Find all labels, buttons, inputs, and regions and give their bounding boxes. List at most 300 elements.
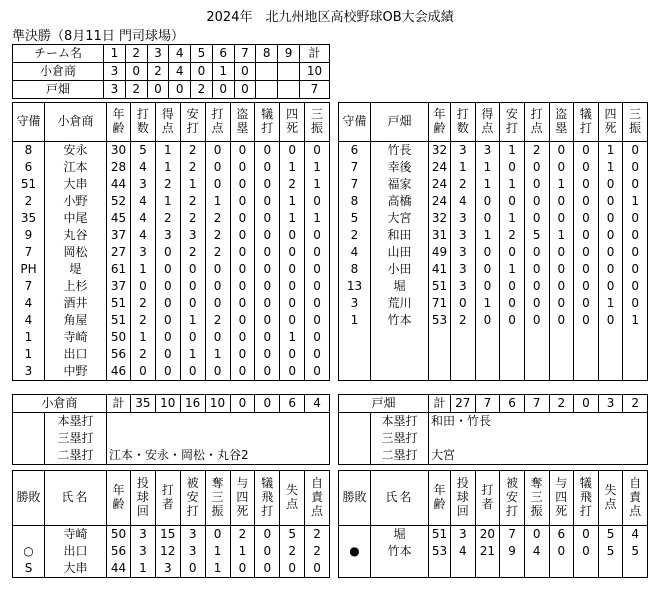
pitching-header-cell: 打者 [155, 471, 180, 526]
batter-stat: 0 [475, 312, 500, 329]
right-batting-table [338, 141, 648, 381]
pitcher-stat: 2 [230, 526, 255, 544]
batter-stat: 0 [280, 346, 305, 363]
batter-row [339, 363, 648, 381]
batter-stat: 0 [205, 159, 230, 176]
batter-stat: 0 [524, 193, 549, 210]
batter-stat: 30 [107, 142, 131, 160]
batter-row [339, 329, 648, 346]
batter-row [339, 312, 648, 329]
batter-name: 荒川 [371, 295, 429, 312]
batter-stat: 2 [131, 346, 156, 363]
batter-stat: 0 [205, 142, 230, 160]
pitcher-stat: 4 [623, 526, 648, 544]
batter-stat: 0 [549, 261, 574, 278]
batter-stat: 0 [255, 142, 280, 160]
batter-stat: 0 [305, 244, 330, 261]
pitcher-stat: 2 [280, 543, 305, 560]
batter-name [371, 346, 429, 363]
batter-stat: 0 [180, 295, 205, 312]
batter-stat: 1 [13, 329, 45, 346]
batting-header-cell: 年齢 [429, 103, 451, 142]
pitcher-stat: 0 [180, 560, 205, 578]
batter-row [339, 244, 648, 261]
batter-stat: 1 [500, 142, 525, 160]
pitcher-name: 竹本 [371, 543, 429, 560]
line-score-cell: 0 [147, 81, 169, 99]
batter-stat: 0 [623, 176, 648, 193]
total-cell: 3 [598, 395, 623, 413]
batter-stat: 1 [475, 227, 500, 244]
line-score-header-cell: 4 [169, 45, 191, 63]
pitcher-name: 大串 [45, 560, 107, 578]
batter-stat: 0 [255, 363, 280, 381]
batter-name [371, 363, 429, 381]
batter-name: 幸後 [371, 159, 429, 176]
left-extra-base-hits [12, 412, 330, 465]
batter-stat: 0 [255, 210, 280, 227]
pitcher-stat [500, 560, 525, 578]
batter-stat: 1 [13, 346, 45, 363]
batter-stat: 0 [280, 244, 305, 261]
batter-stat: 0 [574, 295, 599, 312]
batter-stat: 56 [107, 346, 131, 363]
batter-stat: 3 [131, 244, 156, 261]
game-subtitle: 準決勝（8月11日 門司球場） [12, 29, 184, 44]
batter-stat [475, 363, 500, 381]
batter-stat: 0 [230, 363, 255, 381]
batter-stat: 0 [280, 261, 305, 278]
batter-stat: 52 [107, 193, 131, 210]
line-score-cell [256, 63, 278, 81]
batter-stat: 0 [500, 244, 525, 261]
batter-stat: 1 [280, 159, 305, 176]
line-score-header-cell: 9 [278, 45, 300, 63]
pitcher-stat: 15 [155, 526, 180, 544]
extra-base-players [107, 430, 330, 447]
batter-stat: 13 [339, 278, 371, 295]
batter-stat: 0 [155, 363, 180, 381]
batter-stat: 37 [107, 227, 131, 244]
batter-stat: 0 [255, 227, 280, 244]
pitcher-stat: 0 [255, 560, 280, 578]
batter-stat: 24 [429, 159, 451, 176]
pitcher-stat: 7 [500, 526, 525, 544]
batter-stat: 3 [451, 261, 476, 278]
pitcher-result [339, 560, 371, 578]
line-score-cell: 2 [147, 63, 169, 81]
batter-stat [524, 329, 549, 346]
batter-name: 丸谷 [45, 227, 107, 244]
batter-stat: 3 [451, 278, 476, 295]
batter-stat [574, 346, 599, 363]
team-name: 小倉商 [45, 103, 107, 142]
pitcher-stat: 0 [280, 560, 305, 578]
pitcher-name: 寺崎 [45, 526, 107, 544]
batter-stat: 8 [13, 142, 45, 160]
batter-stat: 0 [305, 346, 330, 363]
batter-row [339, 227, 648, 244]
batter-stat: 1 [451, 159, 476, 176]
batter-stat: 0 [598, 261, 623, 278]
extra-base-players [107, 413, 330, 431]
batter-row [13, 329, 330, 346]
batter-stat: 1 [549, 176, 574, 193]
batter-stat: 0 [623, 295, 648, 312]
line-score-cell: 4 [169, 63, 191, 81]
batting-header-cell: 得点 [475, 103, 500, 142]
batting-header-cell: 打数 [451, 103, 476, 142]
pitcher-stat: 5 [598, 526, 623, 544]
batting-header-cell: 打点 [205, 103, 230, 142]
line-score-cell: 0 [169, 81, 191, 99]
batter-stat: 0 [305, 278, 330, 295]
batter-stat: 0 [623, 210, 648, 227]
line-score-team-row [13, 63, 330, 81]
spacer [13, 413, 45, 431]
pitcher-stat: 0 [305, 560, 330, 578]
batter-stat: 0 [475, 193, 500, 210]
total-cell: 7 [524, 395, 549, 413]
batter-stat: 0 [623, 227, 648, 244]
batter-stat: 0 [549, 244, 574, 261]
right-extra-base-hits [338, 412, 648, 465]
batter-row [13, 363, 330, 381]
batter-name: 江本 [45, 159, 107, 176]
batter-stat: 0 [155, 346, 180, 363]
pitcher-name: 堀 [371, 526, 429, 544]
pitching-header-cell: 犠飛打 [255, 471, 280, 526]
batter-stat: 2 [180, 210, 205, 227]
batter-row [339, 193, 648, 210]
pitcher-stat: 21 [475, 543, 500, 560]
line-score-team-name: 戸畑 [13, 81, 104, 99]
batter-stat [429, 329, 451, 346]
pitcher-stat [524, 560, 549, 578]
batter-stat: 2 [339, 227, 371, 244]
total-cell: 計 [107, 395, 131, 413]
batter-stat: 5 [339, 210, 371, 227]
batter-stat: 1 [280, 210, 305, 227]
batter-stat: 0 [475, 244, 500, 261]
batter-stat: 0 [280, 363, 305, 381]
batter-stat: 0 [549, 210, 574, 227]
pitching-header-cell: 投球回 [131, 471, 156, 526]
pitcher-stat: 50 [107, 526, 131, 544]
batter-stat: 0 [180, 261, 205, 278]
line-score-cell: 0 [234, 81, 256, 99]
batting-header-cell: 四死 [280, 103, 305, 142]
batter-name: 小野 [45, 193, 107, 210]
batter-stat: 0 [230, 295, 255, 312]
batter-stat: 2 [500, 227, 525, 244]
pitcher-stat [451, 560, 476, 578]
batter-stat [524, 363, 549, 381]
pitcher-stat: 3 [180, 526, 205, 544]
batter-stat [451, 346, 476, 363]
batter-stat: 45 [107, 210, 131, 227]
batter-stat: 0 [255, 278, 280, 295]
batting-header-cell: 安打 [180, 103, 205, 142]
batter-stat: 0 [131, 278, 156, 295]
batter-name: 角屋 [45, 312, 107, 329]
batter-stat: 0 [598, 244, 623, 261]
batter-stat: 0 [475, 261, 500, 278]
pitcher-stat: 1 [131, 560, 156, 578]
extra-base-label: 本塁打 [371, 413, 429, 431]
line-score-header-cell: 5 [191, 45, 213, 63]
line-score-header-cell: 3 [147, 45, 169, 63]
total-cell: 10 [155, 395, 180, 413]
pitcher-stat [623, 560, 648, 578]
pitcher-stat: 20 [475, 526, 500, 544]
batting-header-cell: 犠打 [574, 103, 599, 142]
pitcher-stat: 0 [255, 543, 280, 560]
batter-stat: 51 [429, 278, 451, 295]
line-score-cell: 3 [104, 63, 126, 81]
batter-stat: 0 [305, 329, 330, 346]
batter-stat: 51 [13, 176, 45, 193]
batter-stat: 0 [205, 329, 230, 346]
batter-stat: 1 [280, 329, 305, 346]
pitching-header-cell: 勝敗 [13, 471, 45, 526]
batter-stat [598, 346, 623, 363]
batter-name: 堀 [371, 278, 429, 295]
batter-stat: 0 [574, 193, 599, 210]
line-score-table [12, 44, 330, 99]
pitcher-name [371, 560, 429, 578]
batter-stat: 71 [429, 295, 451, 312]
batter-row [339, 159, 648, 176]
batter-stat: 1 [475, 159, 500, 176]
batter-stat: 3 [451, 227, 476, 244]
extra-base-players: 江本・安永・岡松・丸谷2 [107, 447, 330, 465]
batter-stat: 24 [429, 176, 451, 193]
batter-stat: 50 [107, 329, 131, 346]
batter-stat: 4 [13, 312, 45, 329]
batter-stat: 1 [500, 176, 525, 193]
pitching-header-cell: 氏名 [371, 471, 429, 526]
batter-stat: 0 [230, 278, 255, 295]
batter-stat: 3 [155, 227, 180, 244]
batter-stat: 5 [131, 142, 156, 160]
batter-stat: 0 [180, 329, 205, 346]
right-pitching-header [338, 470, 648, 526]
batter-stat: 0 [623, 159, 648, 176]
batter-name: 大串 [45, 176, 107, 193]
batter-stat: PH [13, 261, 45, 278]
line-score-cell: 0 [234, 63, 256, 81]
batter-stat: 24 [429, 193, 451, 210]
pitcher-stat: 0 [230, 560, 255, 578]
batter-stat: 5 [524, 227, 549, 244]
line-score-cell: 7 [300, 81, 330, 99]
batter-name: 福家 [371, 176, 429, 193]
total-cell: 0 [255, 395, 280, 413]
pitching-header-cell: 勝敗 [339, 471, 371, 526]
batter-stat: 0 [574, 278, 599, 295]
extra-base-label: 二塁打 [371, 447, 429, 465]
batter-stat: 0 [155, 244, 180, 261]
batter-stat: 0 [230, 193, 255, 210]
pitcher-row [339, 543, 648, 560]
pitcher-result: ○ [13, 543, 45, 560]
total-cell: 35 [131, 395, 156, 413]
pitcher-stat: 5 [280, 526, 305, 544]
pitching-header-cell: 被安打 [180, 471, 205, 526]
pitcher-stat: 9 [500, 543, 525, 560]
batter-stat: 53 [429, 312, 451, 329]
line-score-header-cell: チーム名 [13, 45, 104, 63]
pitching-header-cell: 与四死 [230, 471, 255, 526]
spacer [339, 413, 371, 431]
batter-stat [623, 363, 648, 381]
batter-stat: 1 [155, 142, 180, 160]
batter-stat: 0 [255, 261, 280, 278]
batter-stat: 0 [598, 176, 623, 193]
extra-base-row [13, 430, 330, 447]
batter-stat: 1 [305, 210, 330, 227]
batting-header-cell: 安打 [500, 103, 525, 142]
batter-stat [451, 329, 476, 346]
batter-stat [339, 329, 371, 346]
spacer [13, 430, 45, 447]
batter-stat: 2 [524, 142, 549, 160]
pitcher-name: 出口 [45, 543, 107, 560]
batter-stat [623, 329, 648, 346]
pitcher-stat: 3 [180, 543, 205, 560]
extra-base-row [13, 413, 330, 431]
total-cell: 0 [230, 395, 255, 413]
batter-stat: 1 [339, 312, 371, 329]
batter-stat [429, 363, 451, 381]
pitcher-stat: 2 [305, 526, 330, 544]
pitcher-row [339, 560, 648, 578]
total-cell: 計 [429, 395, 451, 413]
batter-row [13, 142, 330, 160]
pitcher-row [13, 560, 330, 578]
line-score-header [13, 45, 330, 63]
batting-header-cell: 盗塁 [549, 103, 574, 142]
batter-stat: 0 [230, 159, 255, 176]
pitcher-stat: 3 [155, 560, 180, 578]
pitcher-stat: 0 [574, 526, 599, 544]
batter-row [13, 176, 330, 193]
pitcher-stat: 6 [549, 526, 574, 544]
batter-stat: 3 [451, 142, 476, 160]
batter-stat: 0 [574, 210, 599, 227]
line-score-header-cell: 2 [125, 45, 147, 63]
line-score-cell [256, 81, 278, 99]
pitcher-stat: 3 [451, 526, 476, 544]
left-pitching-header [12, 470, 330, 526]
pitcher-row [339, 526, 648, 544]
pitching-header-cell: 失点 [280, 471, 305, 526]
batter-stat: 0 [155, 261, 180, 278]
batter-stat: 0 [155, 329, 180, 346]
pitcher-stat: 1 [230, 543, 255, 560]
left-totals-row [12, 394, 330, 413]
extra-base-players: 和田・竹長 [429, 413, 648, 431]
batter-stat: 0 [451, 295, 476, 312]
batter-stat: 0 [280, 278, 305, 295]
batter-stat: 2 [451, 312, 476, 329]
pitcher-result: ● [339, 543, 371, 560]
batter-stat: 1 [180, 346, 205, 363]
batter-stat: 0 [623, 244, 648, 261]
batter-stat: 1 [598, 159, 623, 176]
batter-stat: 0 [255, 312, 280, 329]
batter-stat: 2 [205, 244, 230, 261]
batter-stat: 27 [107, 244, 131, 261]
left-pitching-table [12, 525, 330, 578]
batter-stat: 0 [524, 244, 549, 261]
batter-stat: 0 [524, 210, 549, 227]
batter-stat: 0 [549, 295, 574, 312]
batter-stat: 0 [180, 363, 205, 381]
batter-stat: 3 [180, 227, 205, 244]
batter-stat: 0 [598, 227, 623, 244]
batter-stat: 0 [549, 278, 574, 295]
line-score-cell: 0 [212, 81, 234, 99]
batter-stat: 2 [280, 176, 305, 193]
pitching-header-cell: 年齢 [107, 471, 131, 526]
batter-stat: 46 [107, 363, 131, 381]
batter-stat: 0 [205, 176, 230, 193]
batter-stat: 0 [574, 142, 599, 160]
batter-stat [339, 363, 371, 381]
batter-stat: 0 [598, 210, 623, 227]
batter-stat: 32 [429, 210, 451, 227]
extra-base-label: 二塁打 [45, 447, 107, 465]
pitching-header-cell: 与四死 [549, 471, 574, 526]
batter-stat: 1 [305, 159, 330, 176]
batter-stat [475, 329, 500, 346]
batter-stat: 2 [205, 227, 230, 244]
batter-stat: 0 [305, 227, 330, 244]
total-cell: 10 [205, 395, 230, 413]
batter-stat: 0 [549, 159, 574, 176]
batter-name: 高橋 [371, 193, 429, 210]
batter-stat [339, 346, 371, 363]
batter-stat: 0 [524, 261, 549, 278]
batter-stat: 32 [429, 142, 451, 160]
team-name: 戸畑 [371, 103, 429, 142]
extra-base-label: 本塁打 [45, 413, 107, 431]
batting-header-cell: 三振 [623, 103, 648, 142]
pitcher-stat: 3 [131, 526, 156, 544]
batter-stat: 0 [230, 346, 255, 363]
batter-stat: 3 [451, 244, 476, 261]
batter-row [13, 210, 330, 227]
batter-name: 山田 [371, 244, 429, 261]
batter-name [371, 329, 429, 346]
batter-stat: 0 [623, 261, 648, 278]
batter-stat: 4 [339, 244, 371, 261]
batter-stat: 6 [339, 142, 371, 160]
batter-stat: 2 [131, 295, 156, 312]
batter-stat: 0 [623, 142, 648, 160]
batter-stat: 0 [255, 346, 280, 363]
batter-stat: 1 [500, 210, 525, 227]
batter-stat: 7 [339, 176, 371, 193]
batter-stat: 31 [429, 227, 451, 244]
batter-stat: 0 [255, 193, 280, 210]
batter-row [13, 227, 330, 244]
batter-stat: 0 [205, 363, 230, 381]
batter-stat: 0 [500, 278, 525, 295]
batter-stat: 0 [475, 278, 500, 295]
